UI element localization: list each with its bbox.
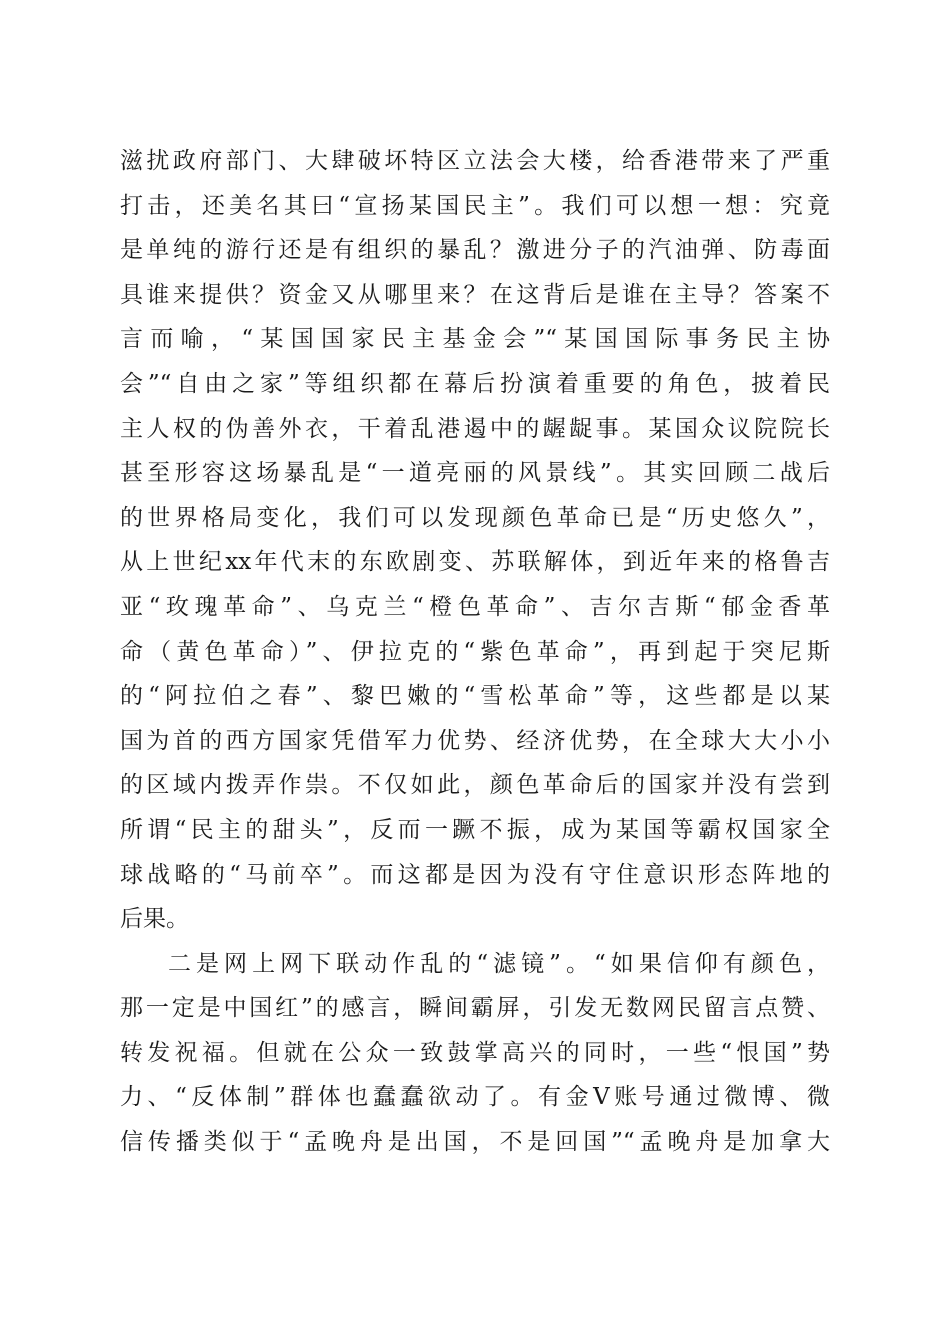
text-line: 甚至形容这场暴乱是“一道亮丽的风景线”。其实回顾二战后 xyxy=(120,460,830,487)
text-line: 具谁来提供？资金又从哪里来？在这背后是谁在主导？答案不 xyxy=(120,281,830,308)
text-line: 是单纯的游行还是有组织的暴乱？激进分子的汽油弹、防毒面 xyxy=(120,237,830,264)
paragraph-heading-line: 二是网上网下联动作乱的“滤镜”。“如果信仰有颜色， xyxy=(168,950,830,977)
text-line: 打击，还美名其曰“宣扬某国民主”。我们可以想一想：究竟 xyxy=(120,192,830,219)
text-line: 那一定是中国红”的感言，瞬间霸屏，引发无数网民留言点赞、 xyxy=(120,995,830,1022)
paragraph-end-line: 后果。 xyxy=(120,906,189,933)
text-line: 从上世纪xx年代末的东欧剧变、苏联解体，到近年来的格鲁吉 xyxy=(120,549,830,576)
text-line: 信传播类似于“孟晚舟是出国，不是回国”“孟晚舟是加拿大 xyxy=(120,1129,830,1156)
text-line: 球战略的“马前卒”。而这都是因为没有守住意识形态阵地的 xyxy=(120,861,830,888)
text-line: 言而喻，“某国国家民主基金会”“某国国际事务民主协 xyxy=(120,326,830,353)
text-line: 亚“玫瑰革命”、乌克兰“橙色革命”、吉尔吉斯“郁金香革 xyxy=(120,593,830,620)
text-line: 命（黄色革命）”、伊拉克的“紫色革命”，再到起于突尼斯 xyxy=(120,638,830,665)
text-line: 转发祝福。但就在公众一致鼓掌高兴的同时，一些“恨国”势 xyxy=(120,1039,830,1066)
text-line: 国为首的西方国家凭借军力优势、经济优势，在全球大大小小 xyxy=(120,727,830,754)
text-line: 会”“自由之家”等组织都在幕后扮演着重要的角色，披着民 xyxy=(120,370,830,397)
text-line: 的区域内拨弄作祟。不仅如此，颜色革命后的国家并没有尝到 xyxy=(120,772,830,799)
text-line: 所谓“民主的甜头”，反而一蹶不振，成为某国等霸权国家全 xyxy=(120,816,830,843)
text-line: 的“阿拉伯之春”、黎巴嫩的“雪松革命”等，这些都是以某 xyxy=(120,683,830,710)
text-line: 主人权的伪善外衣，干着乱港遏中的龌龊事。某国众议院院长 xyxy=(120,415,830,442)
body-text xyxy=(120,139,830,1165)
text-line: 的世界格局变化，我们可以发现颜色革命已是“历史悠久”， xyxy=(120,504,830,531)
text-line: 力、“反体制”群体也蠢蠢欲动了。有金V账号通过微博、微 xyxy=(120,1084,830,1111)
text-line: 滋扰政府部门、大肆破坏特区立法会大楼，给香港带来了严重 xyxy=(120,148,830,174)
